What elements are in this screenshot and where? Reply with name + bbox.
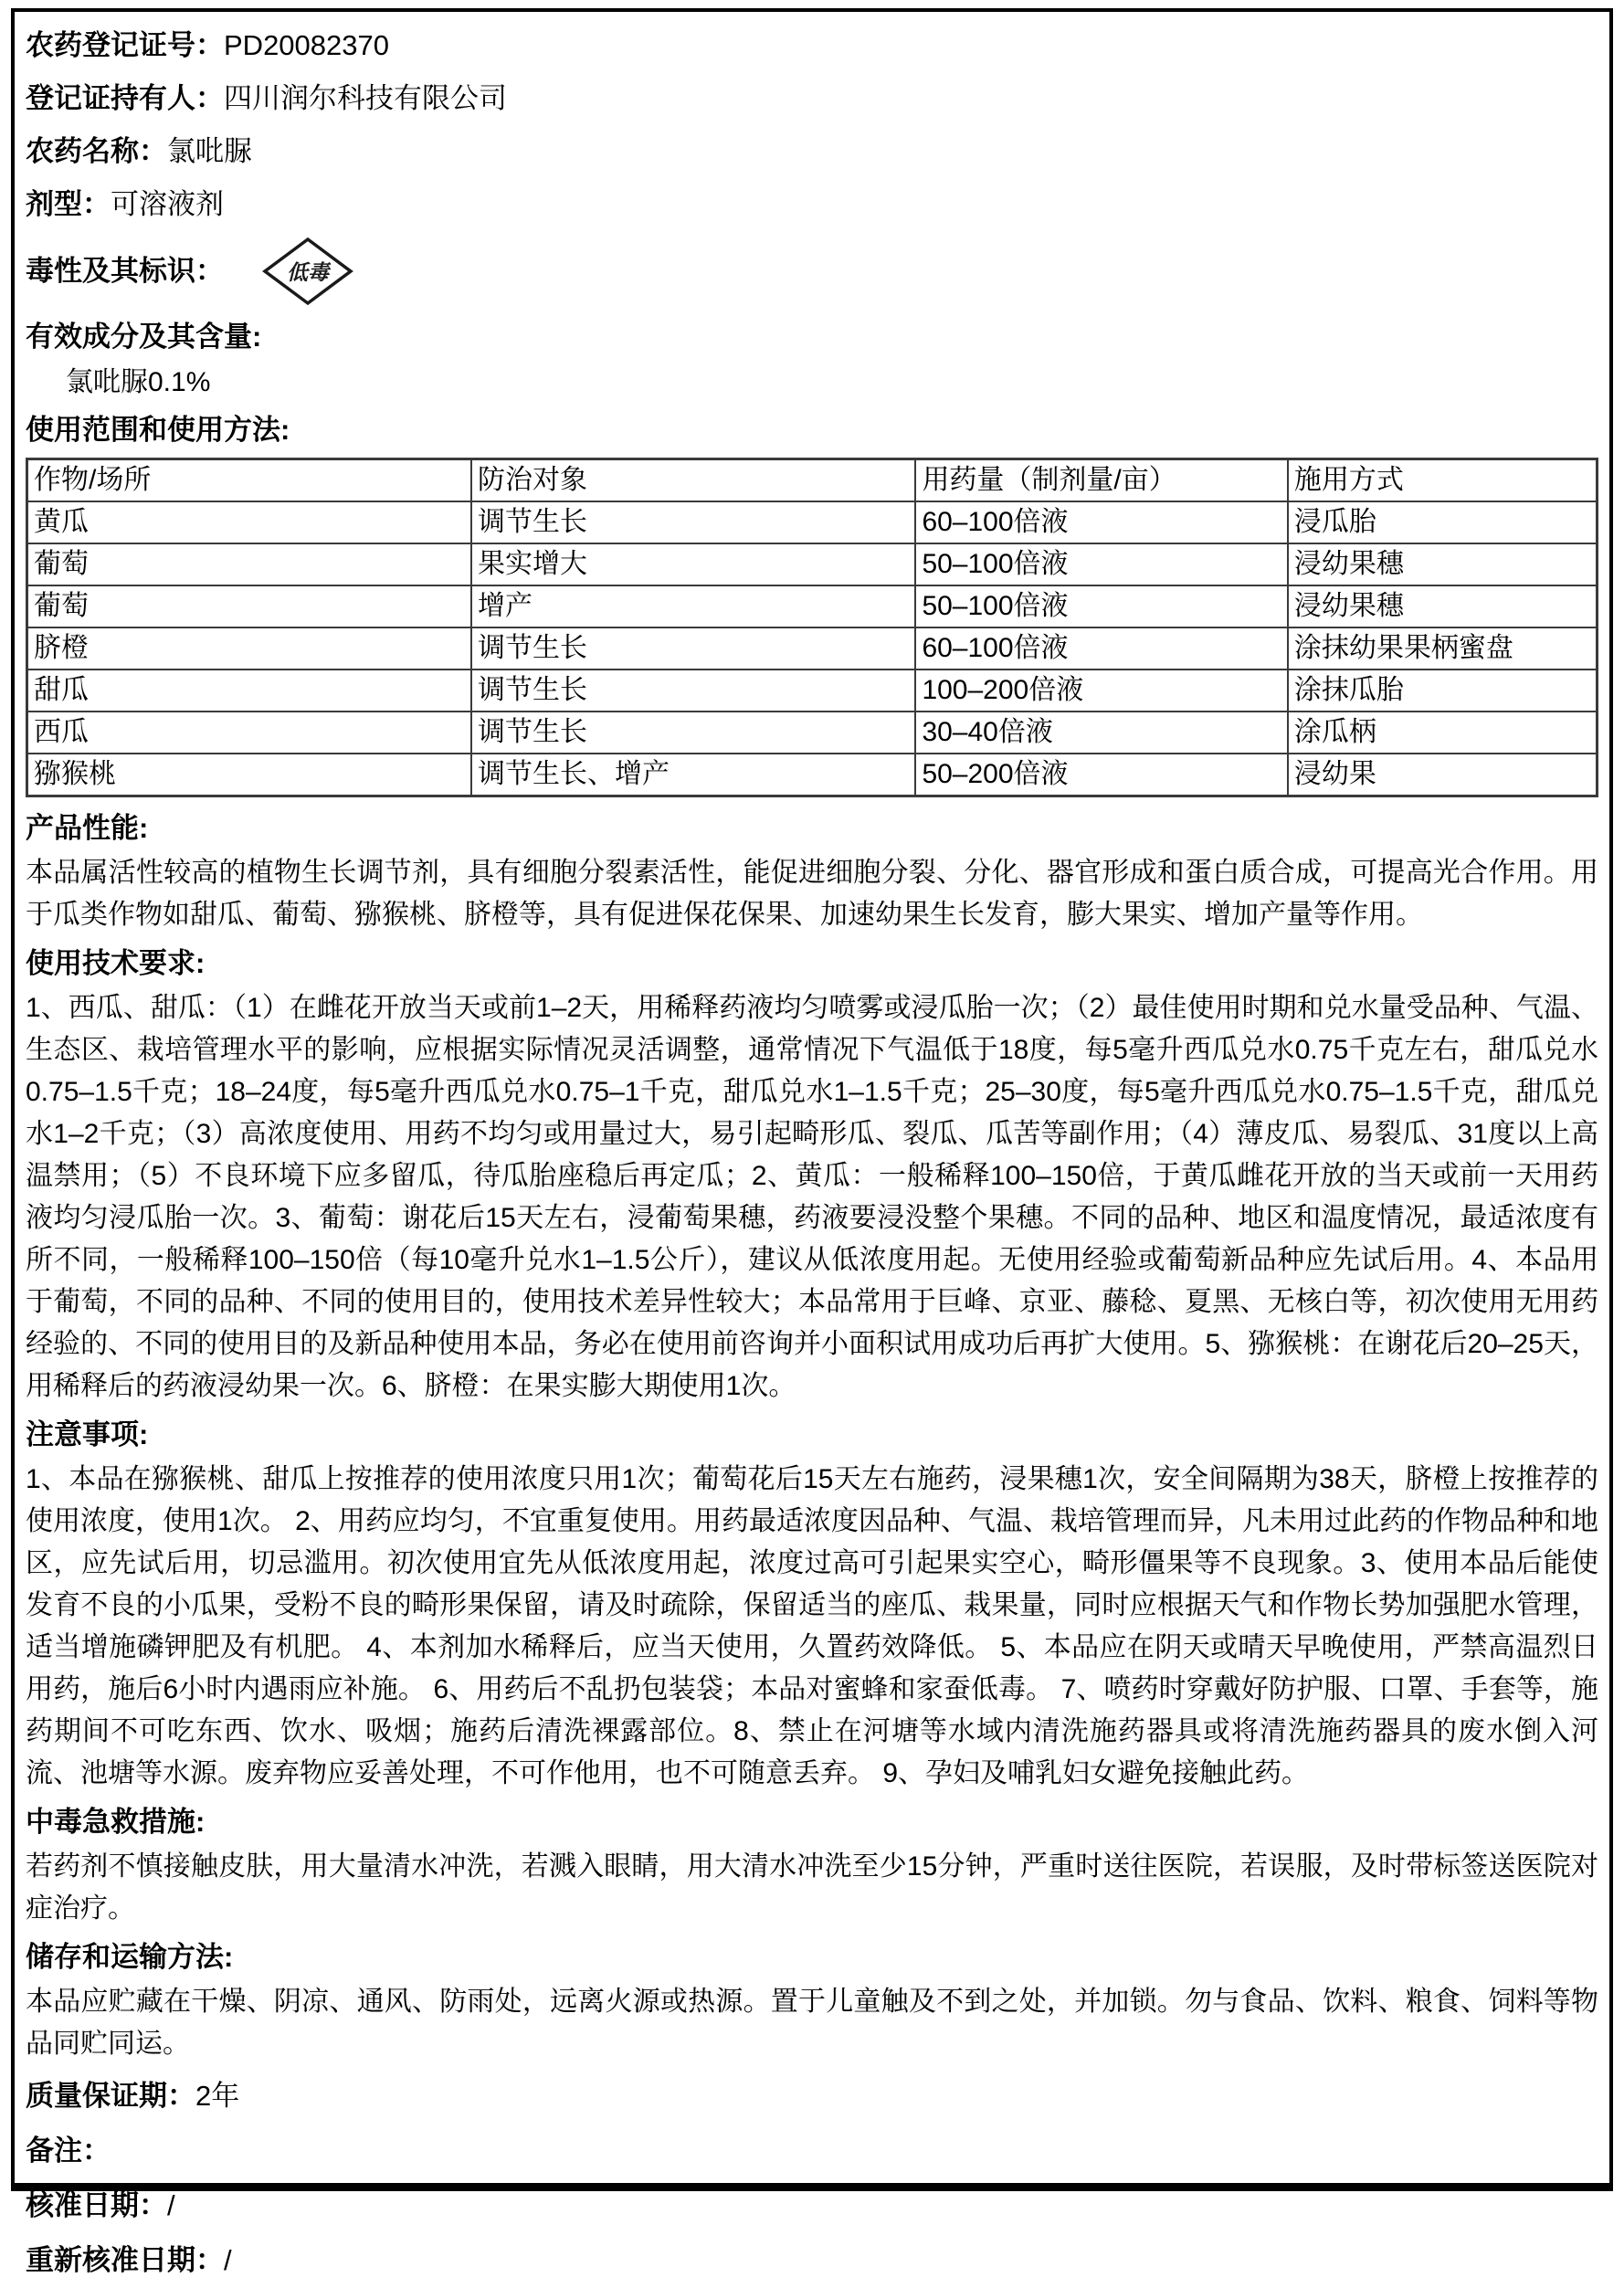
column-header-target: 防治对象 bbox=[471, 459, 915, 502]
cell-crop: 葡萄 bbox=[27, 585, 471, 627]
cell-target: 调节生长 bbox=[471, 501, 915, 543]
cell-method: 浸幼果 bbox=[1288, 754, 1598, 796]
cell-target: 调节生长、增产 bbox=[471, 754, 915, 796]
table-header-row bbox=[27, 459, 1598, 502]
table-row bbox=[27, 501, 1598, 543]
cell-dosage: 100–200倍液 bbox=[915, 670, 1287, 712]
formulation-label: 剂型： bbox=[26, 188, 111, 220]
cell-dosage: 50–100倍液 bbox=[915, 585, 1287, 627]
low-toxicity-badge-text: 低毒 bbox=[287, 260, 329, 284]
first-aid-body: 若药剂不慎接触皮肤，用大量清水冲洗，若溅入眼睛，用大清水冲洗至少15分钟，严重时送往医院，若误服，及时带标签送医院对症治疗。 bbox=[26, 1851, 1598, 1924]
section-storage-transport bbox=[26, 1934, 1598, 2065]
column-header-dosage: 用药量（制剂量/亩） bbox=[915, 459, 1287, 502]
field-warranty-period bbox=[26, 2069, 1598, 2124]
certificate-holder-value: 四川润尔科技有限公司 bbox=[224, 82, 507, 114]
cell-method: 涂抹幼果果柄蜜盘 bbox=[1288, 627, 1598, 670]
registration-number-label: 农药登记证号： bbox=[26, 29, 224, 61]
cell-dosage: 60–100倍液 bbox=[915, 501, 1287, 543]
pesticide-name-label: 农药名称： bbox=[26, 135, 167, 167]
table-row bbox=[27, 712, 1598, 754]
certificate-holder-label: 登记证持有人： bbox=[26, 82, 224, 114]
column-header-crop: 作物/场所 bbox=[27, 459, 471, 502]
column-header-method: 施用方式 bbox=[1288, 459, 1598, 502]
field-formulation bbox=[26, 178, 1598, 231]
usage-table-heading: 使用范围和使用方法: bbox=[26, 414, 290, 446]
section-technical-requirements bbox=[26, 940, 1598, 1408]
product-performance-heading: 产品性能: bbox=[26, 812, 149, 844]
technical-requirements-body: 1、西瓜、甜瓜：（1）在雌花开放当天或前1–2天，用稀释药液均匀喷雾或浸瓜胎一次；（2）最佳使用时期和兑水量受品种、气温、生态区、栽培管理水平的影响，应根据实际情况灵活调整，通常情况下气温低于18度，每5毫升西瓜兑水0.75千克左右，甜瓜兑水0.75–1.5千克；18–24度，每5毫升西瓜兑水0.75–1千克，甜瓜兑水1–1.5千克；25–30度，每5毫升西瓜兑水0.75–1.5千克，甜瓜兑水1–2千克；（3）高浓度使用、用药不均匀或用量过大，易引起畸形瓜、裂瓜、瓜苦等副作用；（4）薄皮瓜、易裂瓜、31度以上高温禁用；（5）不良环境下应多留瓜，待瓜胎座稳后再定瓜；2、黄瓜：一般稀释100–150倍，于黄瓜雌花开放的当天或前一天用药液均匀浸瓜胎一次。3、葡萄：谢花后15天左右，浸葡萄果穗，药液要浸没整个果穗。不同的品种、地区和温度情况，最适浓度有所不同，一般稀释100–150倍（每10毫升兑水1–1.5公斤），建议从低浓度用起。无使用经验或葡萄新品种应先试后用。4、本品用于葡萄，不同的品种、不同的使用目的，使用技术差异性较大；本品常用于巨峰、京亚、藤稔、夏黑、无核白等，初次使用无用药经验的、不同的使用目的及新品种使用本品，务必在使用前咨询并小面积试用成功后再扩大使用。5、猕猴桃：在谢花后20–25天，用稀释后的药液浸幼果一次。6、脐橙：在果实膨大期使用1次。 bbox=[26, 993, 1598, 1401]
storage-transport-body: 本品应贮藏在干燥、阴凉、通风、防雨处，远离火源或热源。置于儿童触及不到之处，并加锁。勿与食品、饮料、粮食、饲料等物品同贮同运。 bbox=[26, 1987, 1598, 2059]
cell-target: 果实增大 bbox=[471, 543, 915, 585]
toxicity-label: 毒性及其标识： bbox=[26, 255, 224, 287]
cell-dosage: 60–100倍液 bbox=[915, 627, 1287, 670]
cell-target: 调节生长 bbox=[471, 670, 915, 712]
approval-date-value: / bbox=[167, 2189, 175, 2221]
section-product-performance bbox=[26, 805, 1598, 936]
storage-transport-heading: 储存和运输方法: bbox=[26, 1941, 234, 1973]
precautions-heading: 注意事项: bbox=[26, 1418, 149, 1450]
cell-dosage: 50–100倍液 bbox=[915, 543, 1287, 585]
reapproval-date-value: / bbox=[224, 2244, 232, 2276]
cell-target: 调节生长 bbox=[471, 712, 915, 754]
cell-target: 调节生长 bbox=[471, 627, 915, 670]
technical-requirements-heading: 使用技术要求: bbox=[26, 947, 206, 979]
field-remarks bbox=[26, 2124, 1598, 2178]
first-aid-heading: 中毒急救措施: bbox=[26, 1806, 206, 1838]
cell-dosage: 30–40倍液 bbox=[915, 712, 1287, 754]
active-ingredient-heading: 有效成分及其含量: bbox=[26, 321, 262, 353]
cell-method: 浸幼果穗 bbox=[1288, 543, 1598, 585]
table-row bbox=[27, 585, 1598, 627]
cell-crop: 甜瓜 bbox=[27, 670, 471, 712]
cell-crop: 猕猴桃 bbox=[27, 754, 471, 796]
reapproval-date-label: 重新核准日期： bbox=[26, 2244, 224, 2276]
formulation-value: 可溶液剂 bbox=[111, 188, 224, 220]
cell-method: 涂瓜柄 bbox=[1288, 712, 1598, 754]
active-ingredient-value: 氯吡脲0.1% bbox=[66, 367, 211, 397]
cell-target: 增产 bbox=[471, 585, 915, 627]
table-row bbox=[27, 670, 1598, 712]
field-approval-date bbox=[26, 2178, 1598, 2233]
precautions-body: 1、本品在猕猴桃、甜瓜上按推荐的使用浓度只用1次；葡萄花后15天左右施药，浸果穗1次，安全间隔期为38天，脐橙上按推荐的使用浓度，使用1次。 2、用药应均匀，不宜重复使用。用药最适浓度因品种、气温、栽培管理而异，凡未用过此药的作物品种和地区，应先试后用，切忌滥用。初次使用宜先从低浓度用起，浓度过高可引起果实空心，畸形僵果等不良现象。3、使用本品后能使发育不良的小瓜果，受粉不良的畸形果保留，请及时疏除，保留适当的座瓜、栽果量，同时应根据天气和作物长势加强肥水管理，适当增施磷钾肥及有机肥。 4、本剂加水稀释后，应当天使用，久置药效降低。 5、本品应在阴天或晴天早晚使用，严禁高温烈日用药，施后6小时内遇雨应补施。 6、用药后不乱扔包装袋；本品对蜜蜂和家蚕低毒。 7、喷药时穿戴好防护服、口罩、手套等，施药期间不可吃东西、饮水、吸烟；施药后清洗裸露部位。8、禁止在河塘等水域内清洗施药器具或将清洗施药器具的废水倒入河流、池塘等水源。废弃物应妥善处理，不可作他用，也不可随意丢弃。 9、孕妇及哺乳妇女避免接触此药。 bbox=[26, 1464, 1598, 1788]
warranty-period-label: 质量保证期： bbox=[26, 2080, 195, 2112]
field-pesticide-name bbox=[26, 125, 1598, 178]
product-performance-body: 本品属活性较高的植物生长调节剂，具有细胞分裂素活性，能促进细胞分裂、分化、器官形成和蛋白质合成，可提高光合作用。用于瓜类作物如甜瓜、葡萄、猕猴桃、脐橙等，具有促进保花保果、加速幼果生长发育，膨大果实、增加产量等作用。 bbox=[26, 858, 1598, 930]
table-row bbox=[27, 627, 1598, 670]
cell-method: 浸瓜胎 bbox=[1288, 501, 1598, 543]
field-reapproval-date bbox=[26, 2233, 1598, 2288]
low-toxicity-diamond-icon bbox=[262, 237, 353, 306]
cell-method: 浸幼果穗 bbox=[1288, 585, 1598, 627]
table-row bbox=[27, 543, 1598, 585]
field-certificate-holder bbox=[26, 72, 1598, 125]
cell-crop: 西瓜 bbox=[27, 712, 471, 754]
cell-crop: 脐橙 bbox=[27, 627, 471, 670]
usage-table bbox=[26, 458, 1598, 797]
pesticide-registration-document bbox=[11, 8, 1613, 2276]
table-row bbox=[27, 754, 1598, 796]
section-precautions bbox=[26, 1411, 1598, 1795]
registration-number-value: PD20082370 bbox=[224, 29, 389, 61]
cell-dosage: 50–200倍液 bbox=[915, 754, 1287, 796]
pesticide-name-value: 氯吡脲 bbox=[167, 135, 252, 167]
cell-method: 涂抹瓜胎 bbox=[1288, 670, 1598, 712]
warranty-period-value: 2年 bbox=[195, 2080, 240, 2112]
field-toxicity bbox=[26, 231, 1598, 311]
remarks-label: 备注： bbox=[26, 2135, 111, 2167]
cell-crop: 葡萄 bbox=[27, 543, 471, 585]
section-first-aid bbox=[26, 1798, 1598, 1930]
cell-crop: 黄瓜 bbox=[27, 501, 471, 543]
approval-date-label: 核准日期： bbox=[26, 2189, 167, 2221]
field-registration-number bbox=[26, 19, 1598, 72]
